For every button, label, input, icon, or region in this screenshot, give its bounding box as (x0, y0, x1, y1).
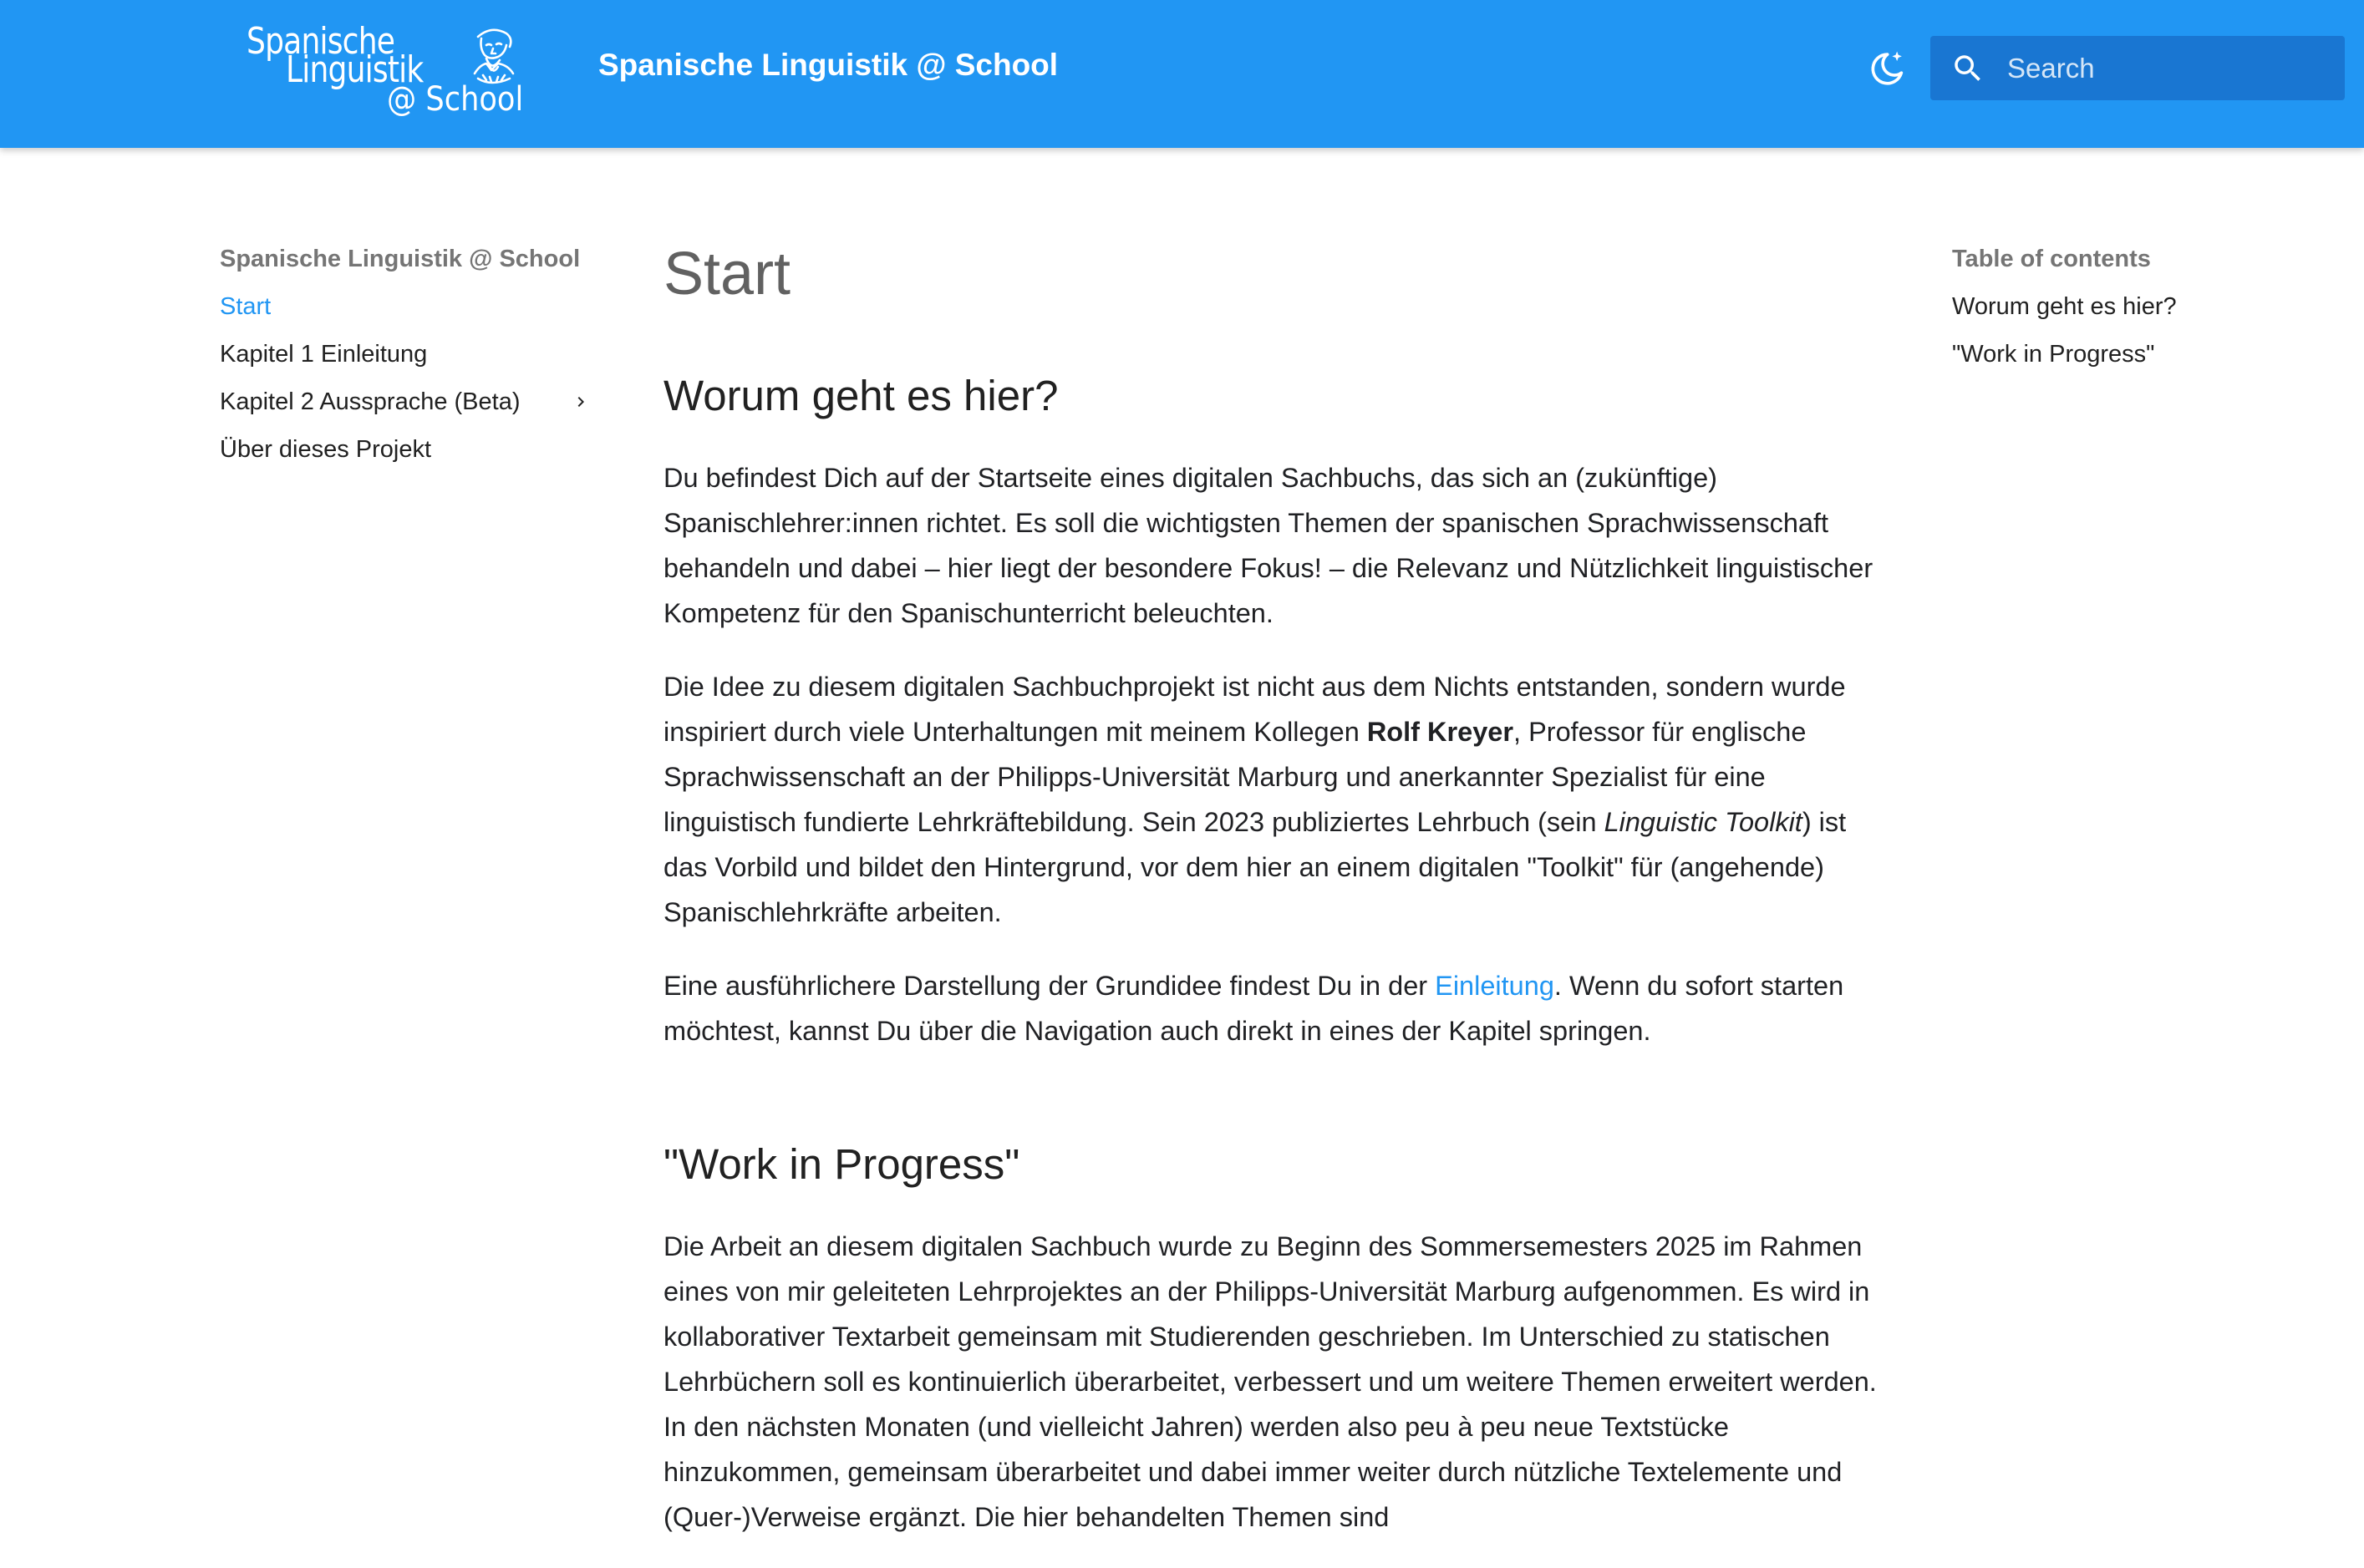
nav-item-kapitel-1[interactable]: Kapitel 1 Einleitung (220, 341, 428, 368)
nav-item-kapitel-2-label: Kapitel 2 Aussprache (Beta) (220, 388, 521, 415)
dark-mode-moon-icon (1865, 47, 1909, 90)
theme-toggle-button[interactable] (1865, 47, 1909, 90)
book-title-linguistic-toolkit: Linguistic Toolkit (1604, 807, 1802, 837)
paragraph-intro: Du befindest Dich auf der Startseite eines digitalen Sachbuchs, das sich an (zukünftige) Spanischlehrer:innen richtet. Es soll die wichtigsten Themen der spanischen Sprachwissenschaft behandeln und dabei – hier liegt der besondere Fokus! – die Relevanz und Nützlichkeit linguistischer Kompetenz für den Spanischunterricht beleuchten. (663, 463, 1873, 628)
paragraph-idee-part-c: ) ist das Vorbild und bildet den Hintergrund, vor dem hier an einem digitalen "Toolkit" für (angehende) Spanischlehrkräfte arbeiten. (663, 807, 1847, 927)
paragraph-grundidee (663, 963, 1884, 1053)
table-of-contents (1952, 242, 2320, 385)
site-title[interactable]: Spanische Linguistik @ School (598, 48, 1059, 82)
paragraph-grundidee-part-b: . Wenn du sofort starten möchtest, kannst Du über die Navigation auch direkt in eines der Kapitel springen. (663, 971, 1844, 1046)
site-logo[interactable] (242, 18, 526, 124)
paragraph-idee-part-b: , Professor für englische Sprachwissenschaft an der Philipps-Universität Marburg und anerkannter Spezialist für eine linguistisch fundierte Lehrkräftebildung. Sein 2023 publiziertes Lehrbuch (sein (663, 717, 1807, 837)
paragraph-grundidee-part-a: Eine ausführlichere Darstellung der Grundidee findest Du in der (663, 971, 1436, 1001)
toc-title: Table of contents (1952, 246, 2151, 272)
nav-item-start[interactable]: Start (220, 293, 272, 320)
toc-item-work-in-progress[interactable]: "Work in Progress" (1952, 341, 2155, 368)
author-name-rolf-kreyer: Rolf Kreyer (1366, 717, 1514, 747)
search-icon (1950, 51, 1985, 86)
nav-title: Spanische Linguistik @ School (220, 246, 581, 272)
search-input[interactable] (2007, 36, 2333, 100)
logo-text-line3: @ School (387, 80, 524, 119)
paragraph-idee-part-a: Die Idee zu diesem digitalen Sachbuchprojekt ist nicht aus dem Nichts entstanden, sondern wurde inspiriert durch viele Unterhaltungen mit meinem Kollegen (663, 672, 1846, 747)
logo-text-line1: Spanische (247, 20, 395, 63)
link-einleitung[interactable]: Einleitung (1435, 971, 1554, 1001)
search-box[interactable] (1930, 36, 2345, 100)
toc-item-worum[interactable]: Worum geht es hier? (1952, 293, 2177, 320)
section-heading-work-in-progress: "Work in Progress" (663, 1140, 1020, 1188)
main-content (663, 236, 1884, 1568)
page-title: Start (663, 241, 791, 307)
chevron-right-icon[interactable] (571, 392, 591, 412)
nav-item-ueber-projekt[interactable]: Über dieses Projekt (220, 436, 432, 463)
nav-item-kapitel-2[interactable] (220, 385, 604, 433)
section-heading-worum: Worum geht es hier? (663, 372, 1059, 419)
top-app-bar (0, 0, 2364, 148)
logo-text-line2: Linguistik (286, 48, 424, 91)
primary-navigation (220, 242, 604, 480)
paragraph-work-in-progress: Die Arbeit an diesem digitalen Sachbuch wurde zu Beginn des Sommersemesters 2025 im Rahmen eines von mir geleiteten Lehrprojektes an der Philipps-Universität Marburg aufgenommen. Es wird in kollaborativer Textarbeit gemeinsam mit Studierenden geschrieben. Im Unterschied zu statischen Lehrbüchern soll es kontinuierlich überarbeitet, verbessert und um weitere Themen erweitert werden. In den nächsten Monaten (und vielleicht Jahren) werden also peu à peu neue Textstücke hinzukommen, gemeinsam überarbeitet und dabei immer weiter durch nützliche Textelemente und (Quer-)Verweise ergänzt. Die hier behandelten Themen sind (663, 1231, 1877, 1532)
section-spacer (663, 1082, 1884, 1137)
paragraph-idee (663, 664, 1884, 935)
don-quijote-portrait-icon (461, 23, 521, 90)
